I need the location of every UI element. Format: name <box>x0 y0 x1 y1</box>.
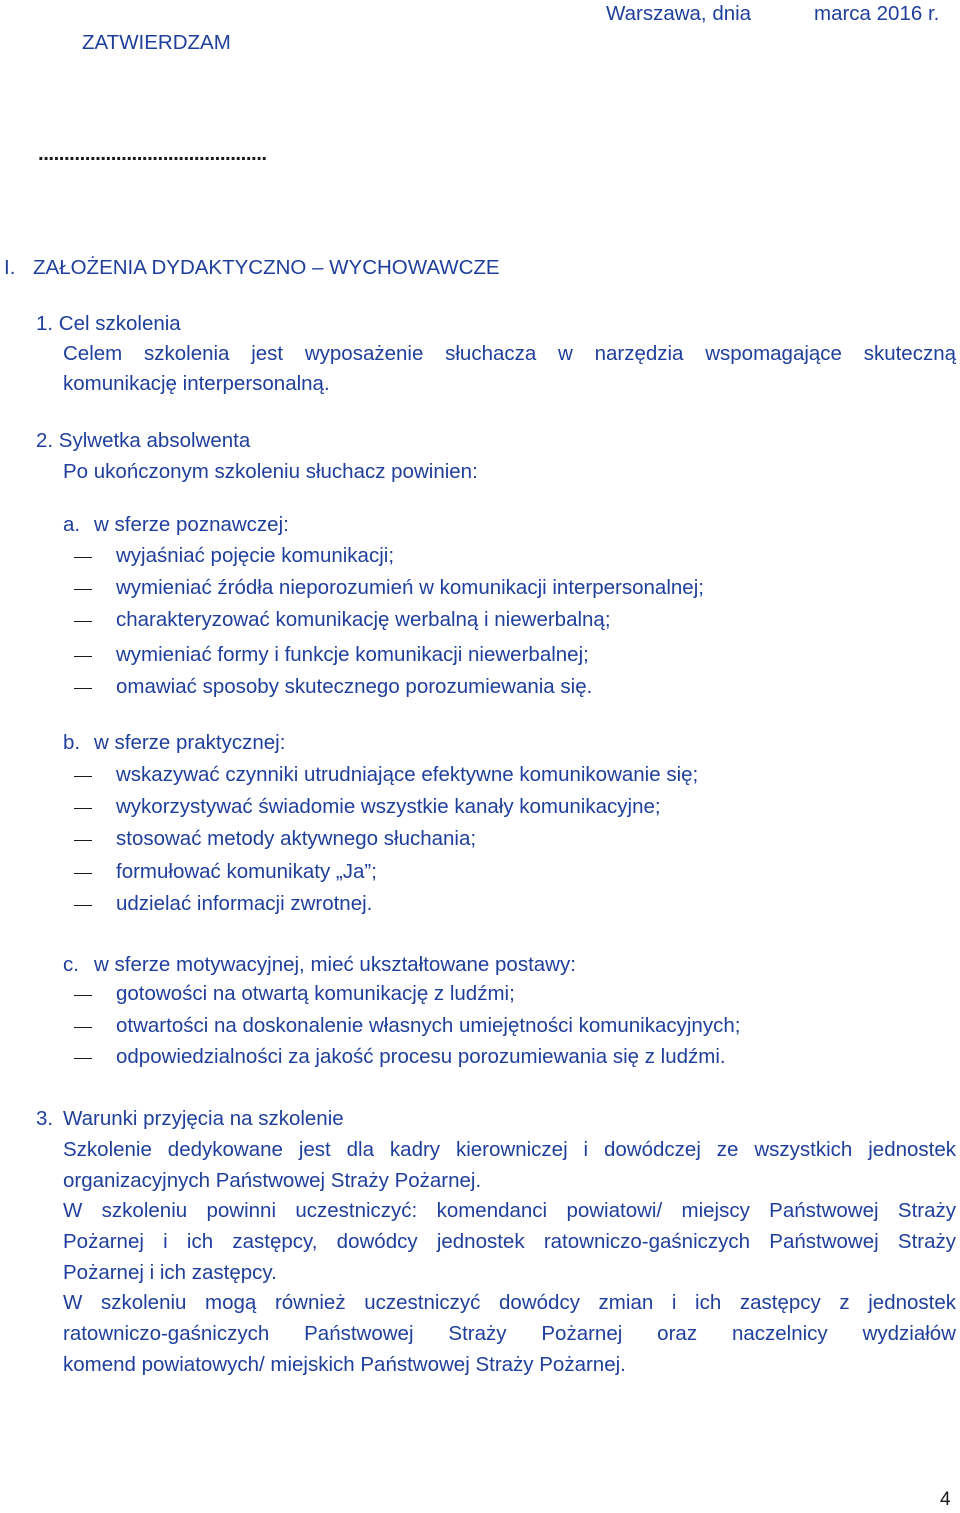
list-item: formułować komunikaty „Ja”; <box>116 860 377 883</box>
bullet-dash <box>74 688 92 689</box>
sub-b-title: w sferze praktycznej: <box>94 731 286 754</box>
bullet-dash <box>74 995 92 996</box>
list-item: gotowości na otwartą komunikację z ludźmi; <box>116 982 515 1005</box>
bullet-dash <box>74 808 92 809</box>
list-item: wymieniać formy i funkcje komunikacji niewerbalnej; <box>116 643 589 666</box>
admission-p2-line-2: Pożarnej i ich zastępcy, dowódcy jednostek ratowniczo-gaśniczych Państwowej Straży <box>63 1230 956 1253</box>
signature-line: ............................................ <box>38 142 267 165</box>
list-item: wymieniać źródła nieporozumień w komunikacji interpersonalnej; <box>116 576 704 599</box>
list-item: omawiać sposoby skutecznego porozumiewania się. <box>116 675 593 698</box>
list-item: otwartości na doskonalenie własnych umiejętności komunikacyjnych; <box>116 1014 741 1037</box>
bullet-dash <box>74 656 92 657</box>
list-item: charakteryzować komunikację werbalną i niewerbalną; <box>116 608 611 631</box>
sub-b-letter: b. <box>63 731 81 754</box>
profile-heading: 2. Sylwetka absolwenta <box>36 429 251 452</box>
list-item: odpowiedzialności za jakość procesu porozumiewania się z ludźmi. <box>116 1045 726 1068</box>
bullet-dash <box>74 776 92 777</box>
bullet-dash <box>74 840 92 841</box>
admission-p2-line-3: Pożarnej i ich zastępcy. <box>63 1261 277 1284</box>
list-item: wskazywać czynniki utrudniające efektywne komunikowanie się; <box>116 763 699 786</box>
admission-heading-number: 3. <box>36 1107 54 1130</box>
bullet-dash <box>74 1058 92 1059</box>
list-item: udzielać informacji zwrotnej. <box>116 892 373 915</box>
bullet-dash <box>74 621 92 622</box>
bullet-dash <box>74 873 92 874</box>
list-item: stosować metody aktywnego słuchania; <box>116 827 477 850</box>
section-title: ZAŁOŻENIA DYDAKTYCZNO – WYCHOWAWCZE <box>33 256 500 279</box>
place-date-month: marca 2016 r. <box>814 2 940 25</box>
list-item: wyjaśniać pojęcie komunikacji; <box>116 544 395 567</box>
sub-a-letter: a. <box>63 513 81 536</box>
admission-p2-line-1: W szkoleniu powinni uczestniczyć: komendanci powiatowi/ miejscy Państwowej Straży <box>63 1199 956 1222</box>
admission-p3-line-3: komend powiatowych/ miejskich Państwowej Straży Pożarnej. <box>63 1353 626 1376</box>
goal-line-1: Celem szkolenia jest wyposażenie słuchacza w narzędzia wspomagające skuteczną <box>63 342 956 365</box>
page-number: 4 <box>940 1489 951 1510</box>
bullet-dash <box>74 589 92 590</box>
place-date-city: Warszawa, dnia <box>606 2 752 25</box>
approval-label: ZATWIERDZAM <box>82 31 231 54</box>
list-item: wykorzystywać świadomie wszystkie kanały komunikacyjne; <box>116 795 661 818</box>
admission-p3-line-1: W szkoleniu mogą również uczestniczyć dowódcy zmian i ich zastępcy z jednostek <box>63 1291 956 1314</box>
sub-a-title: w sferze poznawczej: <box>94 513 289 536</box>
bullet-dash <box>74 1027 92 1028</box>
admission-p1-line-1: Szkolenie dedykowane jest dla kadry kierowniczej i dowódczej ze wszystkich jednostek <box>63 1138 956 1161</box>
sub-c-letter: c. <box>63 953 79 976</box>
section-number: I. <box>4 256 16 279</box>
profile-intro: Po ukończonym szkoleniu słuchacz powinien: <box>63 460 478 483</box>
goal-line-2: komunikację interpersonalną. <box>63 372 330 395</box>
goal-heading: 1. Cel szkolenia <box>36 312 181 335</box>
sub-c-title: w sferze motywacyjnej, mieć ukształtowane postawy: <box>94 953 576 976</box>
bullet-dash <box>74 905 92 906</box>
admission-heading: Warunki przyjęcia na szkolenie <box>63 1107 344 1130</box>
admission-p3-line-2: ratowniczo-gaśniczych Państwowej Straży Pożarnej oraz naczelnicy wydziałów <box>63 1322 956 1345</box>
bullet-dash <box>74 557 92 558</box>
admission-p1-line-2: organizacyjnych Państwowej Straży Pożarnej. <box>63 1169 482 1192</box>
